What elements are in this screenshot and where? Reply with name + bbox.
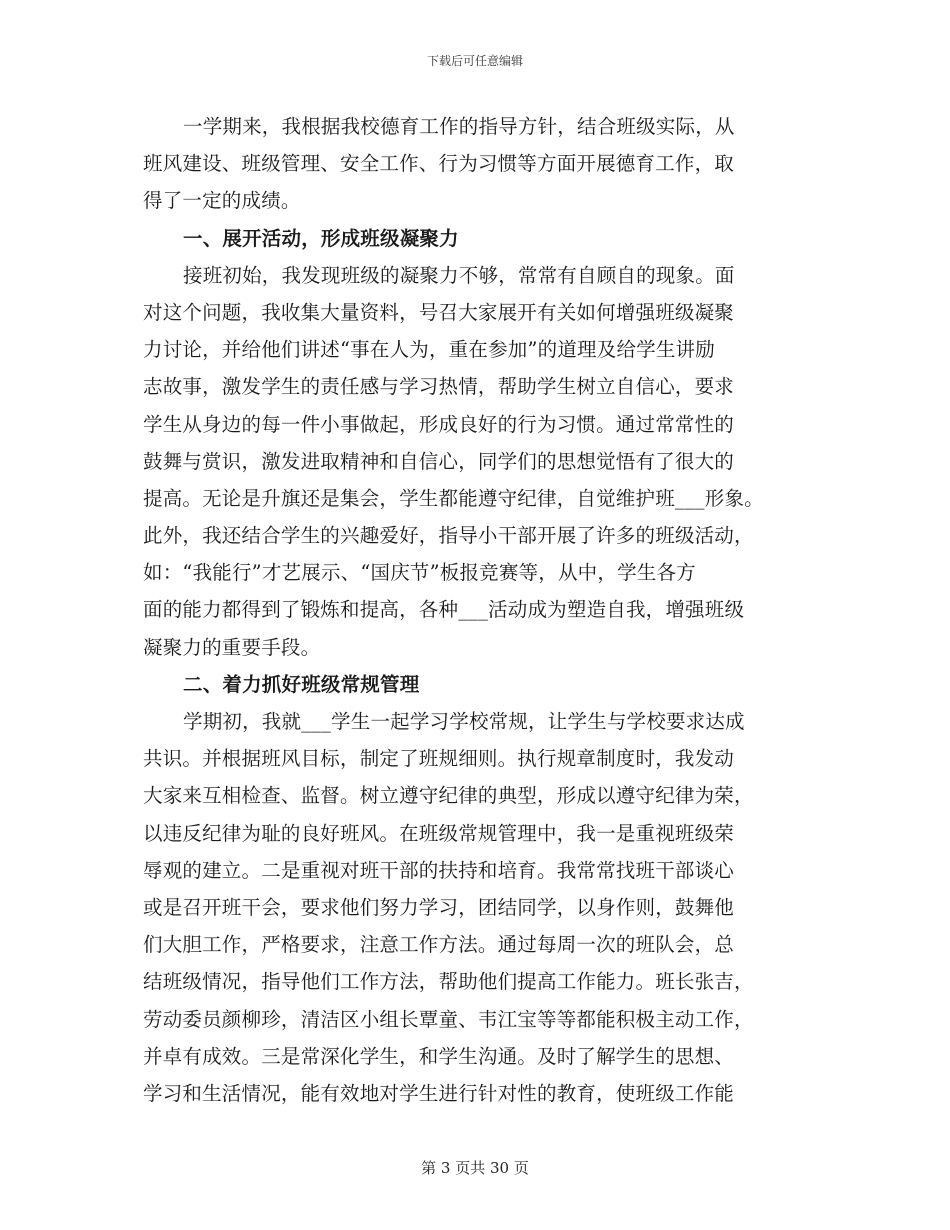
page-header: 下载后可任意编辑: [426, 54, 523, 68]
document-body: [143, 108, 813, 1112]
text-line: 面的能力都得到了锻炼和提高，各种___活动成为塑造自我，增强班级: [143, 598, 745, 622]
text-line: 得了一定的成绩。: [143, 189, 301, 213]
text-line: 共识。并根据班风目标，制定了班规细则。执行规章制度时，我发动: [143, 747, 735, 771]
text-line: 学生从身边的每一件小事做起，形成良好的行为习惯。通过常常性的: [143, 412, 735, 436]
text-line: 劳动委员颜柳珍，清洁区小组长覃童、韦江宝等等都能积极主动工作，: [143, 1007, 754, 1031]
text-line: 此外，我还结合学生的兴趣爱好，指导小干部开展了许多的班级活动，: [143, 524, 754, 548]
text-line: 或是召开班干会，要求他们努力学习，团结同学，以身作则，鼓舞他: [143, 895, 735, 919]
text-line: 结班级情况，指导他们工作方法，帮助他们提高工作能力。班长张吉，: [143, 970, 754, 994]
text-line: 以违反纪律为耻的良好班风。在班级常规管理中，我一是重视班级荣: [143, 821, 735, 845]
text-line: 提高。无论是升旗还是集会，学生都能遵守纪律，自觉维护班___形象。: [143, 486, 764, 510]
text-line: 凝聚力的重要手段。: [143, 635, 321, 659]
text-line: 辱观的建立。二是重视对班干部的扶持和培育。我常常找班干部谈心: [143, 858, 735, 882]
text-line: 接班初始，我发现班级的凝聚力不够，常常有自顾自的现象。面: [183, 263, 735, 287]
text-line: 如：“我能行”才艺展示、“国庆节”板报竞赛等，从中，学生各方: [143, 561, 696, 585]
text-line: 志故事，激发学生的责任感与学习热情，帮助学生树立自信心，要求: [143, 375, 735, 399]
text-line: 力讨论，并给他们讲述“事在人为，重在参加”的道理及给学生讲励: [143, 338, 715, 362]
text-line: 对这个问题，我收集大量资料，号召大家展开有关如何增强班级凝聚: [143, 300, 735, 324]
text-line: 们大胆工作，严格要求，注意工作方法。通过每周一次的班队会，总: [143, 933, 735, 957]
section-heading: 二、着力抓好班级常规管理: [183, 672, 420, 696]
text-line: 学习和生活情况，能有效地对学生进行针对性的教育，使班级工作能: [143, 1081, 735, 1105]
text-line: 并卓有成效。三是常深化学生，和学生沟通。及时了解学生的思想、: [143, 1044, 735, 1068]
text-line: 学期初，我就___学生一起学习学校常规，让学生与学校要求达成: [183, 710, 745, 733]
text-line: 一学期来，我根据我校德育工作的指导方针，结合班级实际，从: [183, 115, 735, 138]
text-line: 大家来互相检查、监督。树立遵守纪律的典型，形成以遵守纪律为荣，: [143, 784, 754, 808]
page-footer: 第 3 页共 30 页: [421, 1159, 529, 1177]
text-line: 班风建设、班级管理、安全工作、行为习惯等方面开展德育工作，取: [143, 152, 735, 176]
section-heading: 一、展开活动，形成班级凝聚力: [183, 226, 459, 250]
text-line: 鼓舞与赏识，激发进取精神和自信心，同学们的思想觉悟有了很大的: [143, 449, 735, 473]
